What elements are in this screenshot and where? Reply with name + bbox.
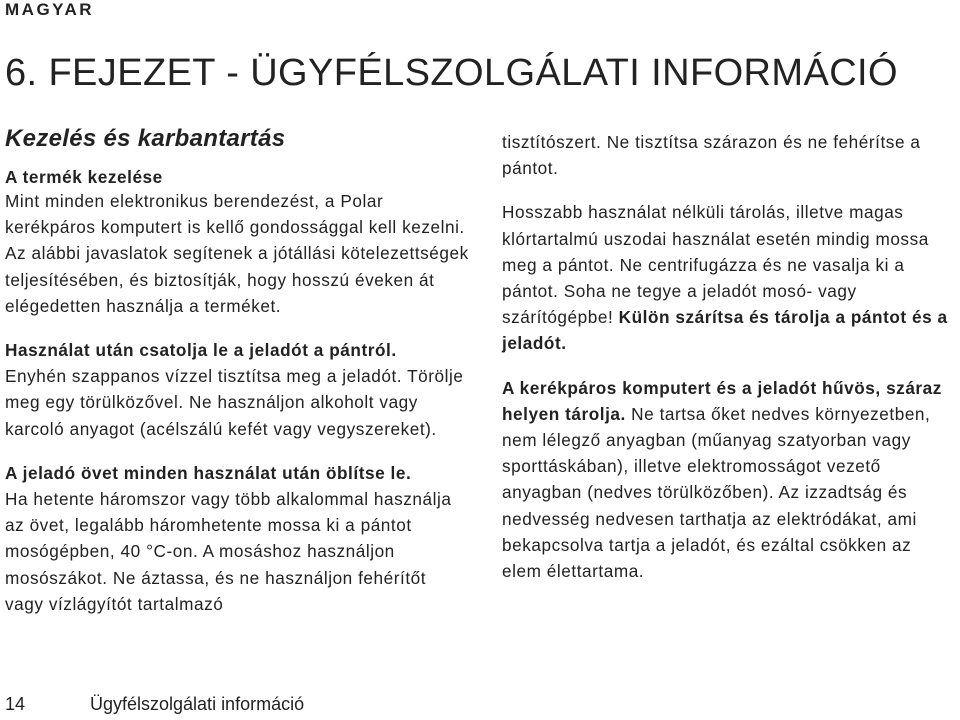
continued-text: tisztítószert. Ne tisztítsa szárazon és ne fehérítse a pántot. <box>502 132 921 179</box>
tip-2-text: Ha hetente háromszor vagy több alkalommal használja az övet, legalább háromhetente mossa ki a pántot mosógépben, 40 °C-on. A mosáshoz használjon mosószákot. Ne áztassa, és ne használjon fehérítőt vagy vízlágyítót tartalmazó <box>5 489 452 614</box>
left-column <box>5 124 469 617</box>
right-column <box>502 129 954 584</box>
page-footer <box>5 694 304 715</box>
storage-paragraph <box>502 199 954 356</box>
subsection-title: A termék kezelése <box>5 167 163 187</box>
chapter-title: 6. FEJEZET - ÜGYFÉLSZOLGÁLATI INFORMÁCIÓ <box>5 52 898 94</box>
keep-text: Ne tartsa őket nedves környezetben, nem lélegző anyagban (műanyag szatyorban vagy sporttáskában), illetve elektromosságot vezető anyagban (nedves törülközőben). Az izzadtság és nedvesség nedvesen tarthatja az elektródákat, ami bekapcsolva tartja a jeladót, és ezáltal csökken az elem élettartama. <box>502 403 931 582</box>
storage-text: Hosszabb használat nélküli tárolás, illetve magas klórtartalmú uszodai használat esetén mindig mossa meg a pántot. Ne centrifugázza és ne vasalja ki a pántot. Soha ne tegye a jeladót mosó- vagy szárítógépbe! <box>502 202 929 328</box>
section-title: Kezelés és karbantartás <box>5 125 286 152</box>
page-number: 14 <box>5 694 26 714</box>
footer-section-name: Ügyfélszolgálati információ <box>90 694 305 714</box>
storage-emphasis: Külön szárítsa és tárolja a pántot és a jeladót. <box>502 307 948 354</box>
intro-paragraph: Mint minden elektronikus berendezést, a Polar kerékpáros komputert is kellő gondossággal kell kezelni. Az alábbi javaslatok segítenek a jótállási kötelezettségek teljesítésében, és biztosítják, hogy hosszú éveken át elégedetten használja a terméket. <box>5 191 469 316</box>
tip-1-heading: Használat után csatolja le a jeladót a pántról. <box>5 340 397 361</box>
language-label: MAGYAR <box>5 0 94 19</box>
keep-paragraph <box>502 375 954 585</box>
tip-1-text: Enyhén szappanos vízzel tisztítsa meg a jeladót. Törölje meg egy törülközővel. Ne használjon alkoholt vagy karcoló anyagot (acélszálú kefét vagy vegyszereket). <box>5 366 464 439</box>
tip-2-heading: A jeladó övet minden használat után öblítse le. <box>5 462 412 483</box>
keep-emphasis: A kerékpáros komputert és a jeladót hűvös, száraz helyen tárolja. <box>502 377 942 424</box>
